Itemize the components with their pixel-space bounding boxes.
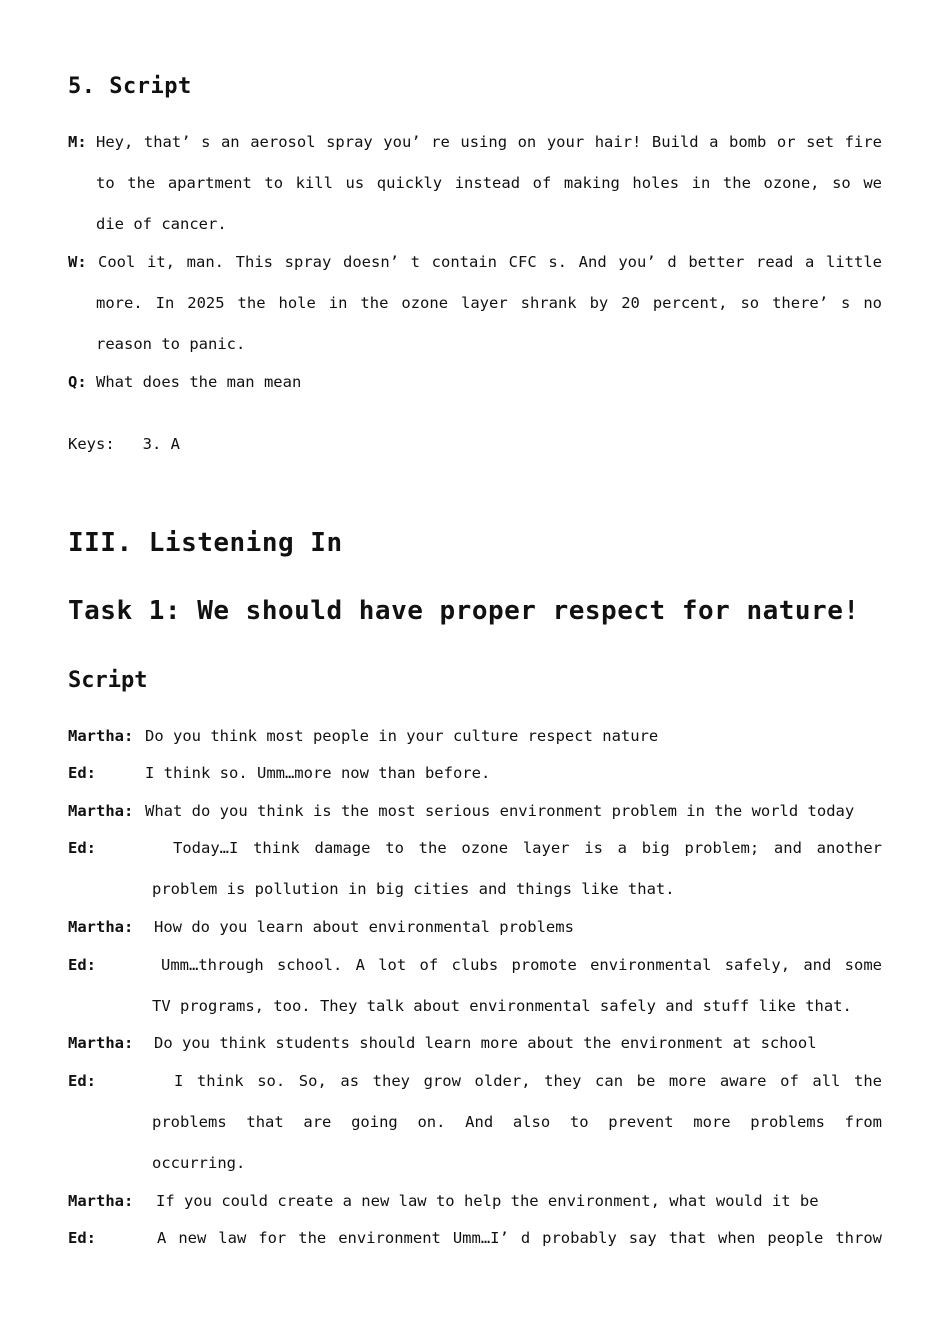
dialog-line: Today…I think damage to the ozone layer is a big problem; and another — [173, 839, 882, 857]
dialog-line: Hey, that’ s an aerosol spray you’ re using on your hair! Build a bomb or set fire — [96, 133, 882, 151]
script-heading: Script — [68, 668, 148, 693]
dialog-line: more. In 2025 the hole in the ozone layer shrank by 20 percent, so there’ s no — [96, 294, 882, 312]
dialog-line: to the apartment to kill us quickly instead of making holes in the ozone, so we — [96, 174, 882, 192]
section-heading-listening-in: III. Listening In — [68, 528, 343, 558]
dialog-line: occurring. — [152, 1154, 246, 1172]
dialog-line: If you could create a new law to help the environment, what would it be — [156, 1192, 819, 1210]
dialog-line: TV programs, too. They talk about environmental safely and stuff like that. — [152, 997, 852, 1015]
dialog-line: What do you think is the most serious environment problem in the world today — [145, 802, 855, 820]
speaker-label: Martha: — [68, 727, 134, 745]
task-heading: Task 1: We should have proper respect for nature! — [68, 596, 860, 626]
speaker-label: Martha: — [68, 802, 134, 820]
speaker-label: Martha: — [68, 1192, 134, 1210]
speaker-label: Martha: — [68, 918, 134, 936]
speaker-label: W: — [68, 253, 87, 271]
dialog-line: Cool it, man. This spray doesn’ t contain CFC s. And you’ d better read a little — [98, 253, 882, 271]
speaker-label: Q: — [68, 373, 87, 391]
dialog-line: problem is pollution in big cities and things like that. — [152, 880, 675, 898]
dialog-line: reason to panic. — [96, 335, 246, 353]
speaker-label: Ed: — [68, 1072, 96, 1090]
section-heading-script: 5. Script — [68, 74, 192, 99]
speaker-label: M: — [68, 133, 87, 151]
speaker-label: Ed: — [68, 956, 96, 974]
speaker-label: Ed: — [68, 1229, 96, 1247]
dialog-line: Umm…through school. A lot of clubs promote environmental safely, and some — [161, 956, 882, 974]
speaker-label: Ed: — [68, 764, 96, 782]
speaker-label: Ed: — [68, 839, 96, 857]
dialog-line: die of cancer. — [96, 215, 227, 233]
dialog-line: Do you think students should learn more about the environment at school — [154, 1034, 817, 1052]
dialog-line: How do you learn about environmental problems — [154, 918, 574, 936]
speaker-label: Martha: — [68, 1034, 134, 1052]
dialog-line: A new law for the environment Umm…I’ d probably say that when people throw — [157, 1229, 882, 1247]
dialog-line: Do you think most people in your culture respect nature — [145, 727, 659, 745]
dialog-line: I think so. So, as they grow older, they can be more aware of all the — [174, 1072, 882, 1090]
dialog-line: I think so. Umm…more now than before. — [145, 764, 491, 782]
dialog-line: problems that are going on. And also to prevent more problems from — [152, 1113, 882, 1131]
answer-keys: Keys: 3. A — [68, 435, 180, 453]
dialog-line: What does the man mean — [96, 373, 302, 391]
